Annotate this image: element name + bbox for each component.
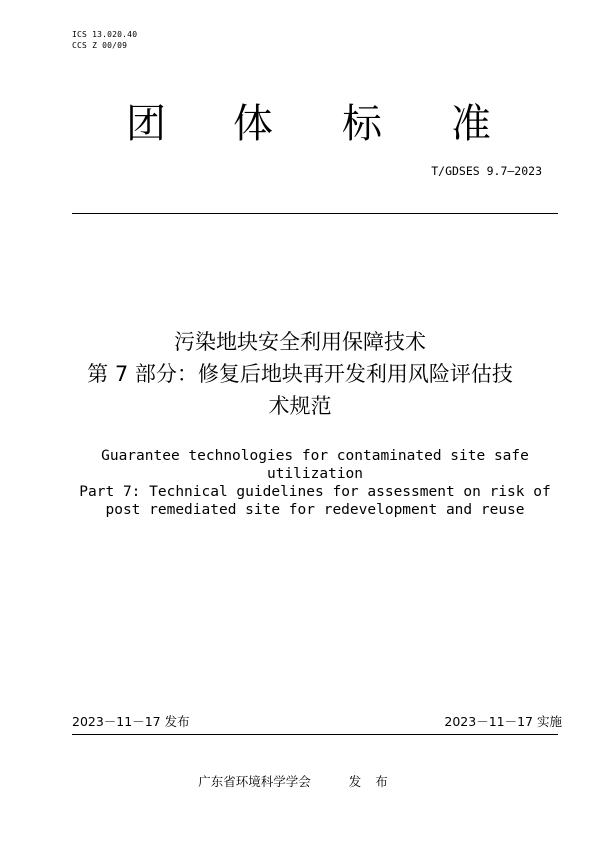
document-type-char: 准 — [451, 101, 491, 147]
publisher-organization: 广东省环境科学学会 — [198, 774, 311, 789]
english-title-line: Part 7: Technical guidelines for assessment on risk of — [79, 484, 551, 500]
publisher-line — [0, 774, 600, 790]
english-title-line: post remediated site for redevelopment and reuse — [105, 502, 525, 518]
chinese-title-line: 术规范 — [268, 394, 332, 418]
document-type-char: 团 — [126, 101, 166, 147]
chinese-title-line: 污染地块安全利用保障技术 — [174, 330, 426, 354]
document-type-title — [0, 96, 600, 156]
english-title — [0, 447, 600, 519]
english-title-line: utilization — [266, 466, 364, 482]
chinese-title-line: 第 7 部分：修复后地块再开发利用风险评估技 — [87, 362, 513, 386]
ccs-code: CCS Z 00/09 — [72, 41, 128, 50]
english-title-line: Guarantee technologies for contaminated site safe — [101, 448, 529, 464]
standard-number: T/GDSES 9.7—2023 — [431, 164, 542, 178]
classification-codes — [72, 29, 137, 51]
implementation-date: 2023－11－17 实施 — [444, 714, 562, 729]
header-divider — [72, 213, 558, 214]
issue-date: 2023－11－17 发布 — [72, 714, 190, 729]
ics-code: ICS 13.020.40 — [72, 30, 138, 39]
chinese-title — [0, 326, 600, 422]
document-type-char: 体 — [233, 101, 273, 147]
publisher-action: 发布 — [348, 774, 402, 789]
footer-divider — [72, 734, 558, 735]
document-type-char: 标 — [342, 101, 382, 147]
